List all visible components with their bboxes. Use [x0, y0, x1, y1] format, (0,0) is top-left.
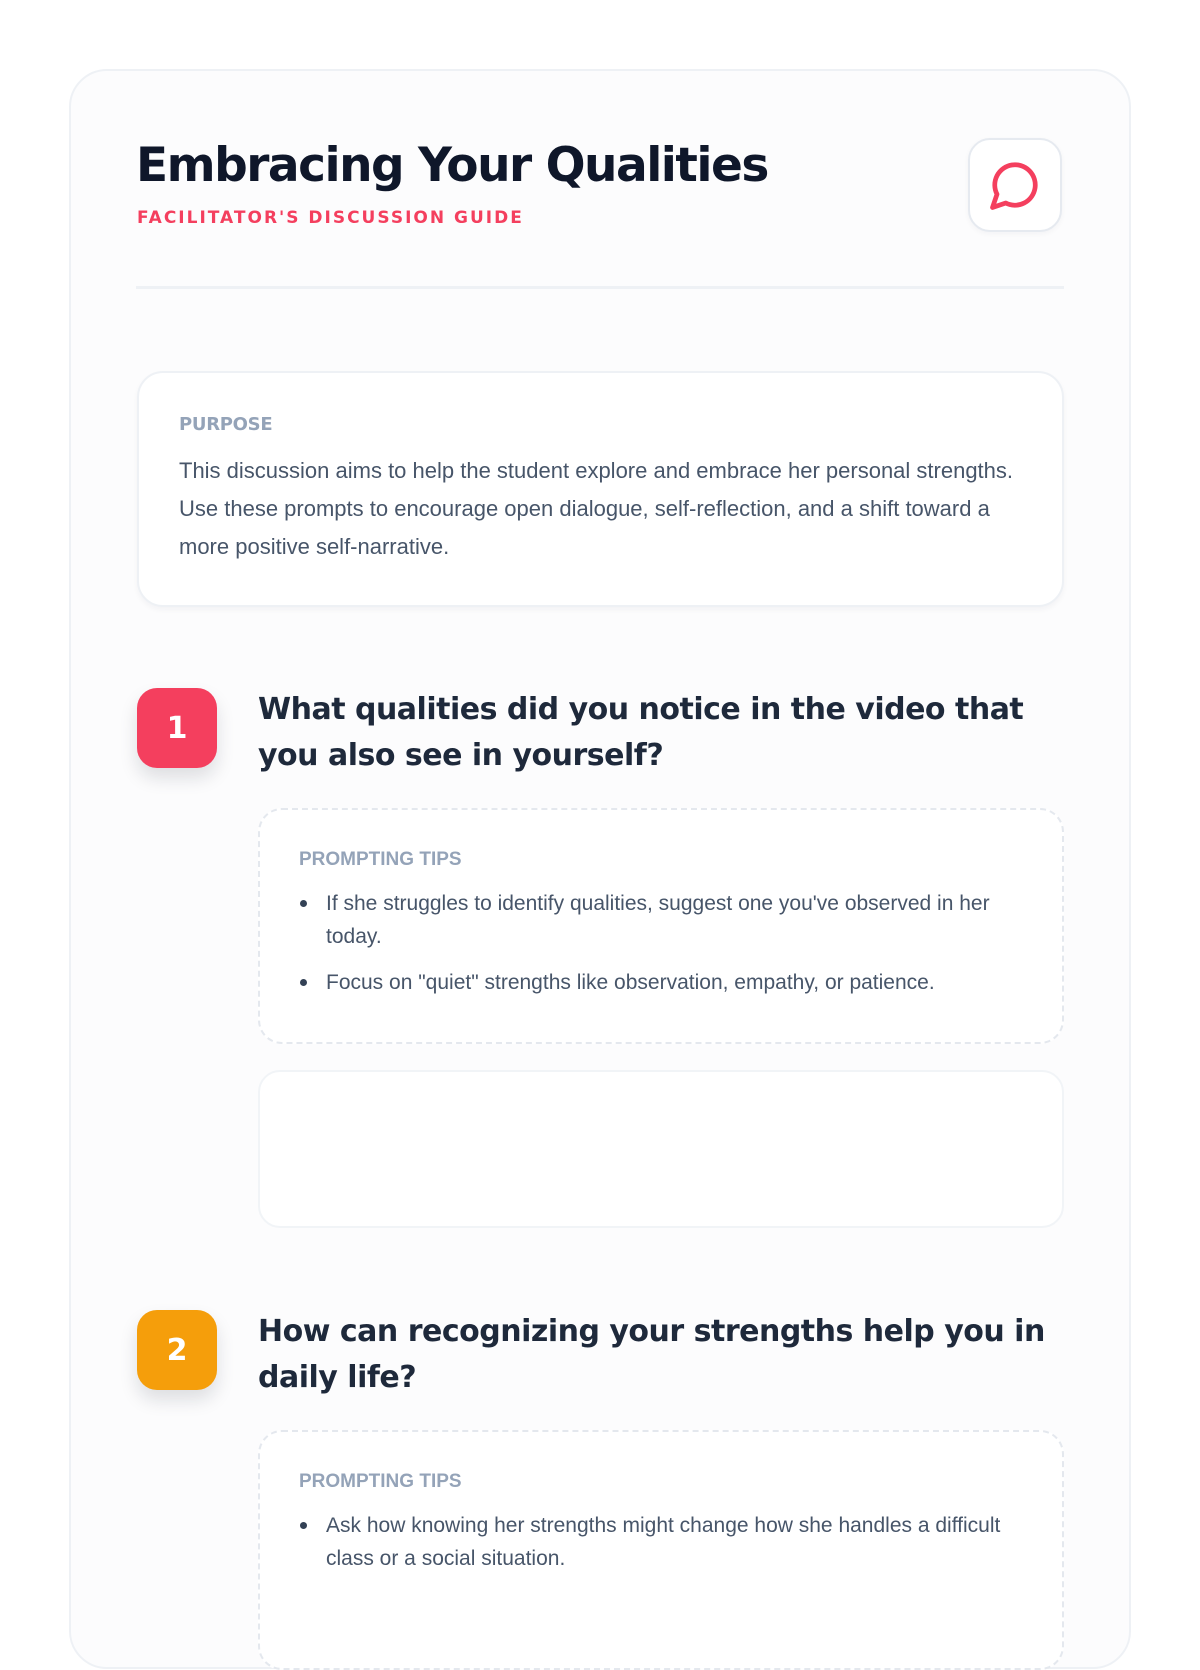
question-number-badge: 2	[137, 1310, 217, 1390]
header-divider	[136, 286, 1064, 289]
tip-item: Ask how knowing her strengths might change how she handles a difficult class or a social situation.	[299, 1509, 1039, 1575]
answer-input[interactable]	[258, 1070, 1064, 1228]
prompting-tips-label: PROMPTING TIPS	[299, 1471, 462, 1492]
page-title: Embracing Your Qualities	[136, 138, 768, 193]
chat-bubble-icon	[988, 158, 1042, 212]
chat-button[interactable]	[968, 138, 1062, 232]
prompting-tips-label: PROMPTING TIPS	[299, 849, 462, 870]
tips-list	[299, 1509, 1039, 1588]
question-number-badge: 1	[137, 688, 217, 768]
purpose-label: PURPOSE	[179, 414, 273, 435]
tips-list	[299, 887, 1039, 1012]
page-subtitle: FACILITATOR'S DISCUSSION GUIDE	[137, 208, 524, 228]
question-text: What qualities did you notice in the video that you also see in yourself?	[258, 692, 1024, 773]
question-text: How can recognizing your strengths help you in daily life?	[258, 1314, 1045, 1395]
tip-item: If she struggles to identify qualities, suggest one you've observed in her today.	[299, 887, 1039, 953]
purpose-text: This discussion aims to help the student explore and embrace her personal strengths. Use these prompts to encourage open dialogue, self-reflection, and a shift toward a more positive self-narrative.	[179, 458, 1014, 559]
tip-item: Focus on "quiet" strengths like observation, empathy, or patience.	[299, 966, 1039, 999]
